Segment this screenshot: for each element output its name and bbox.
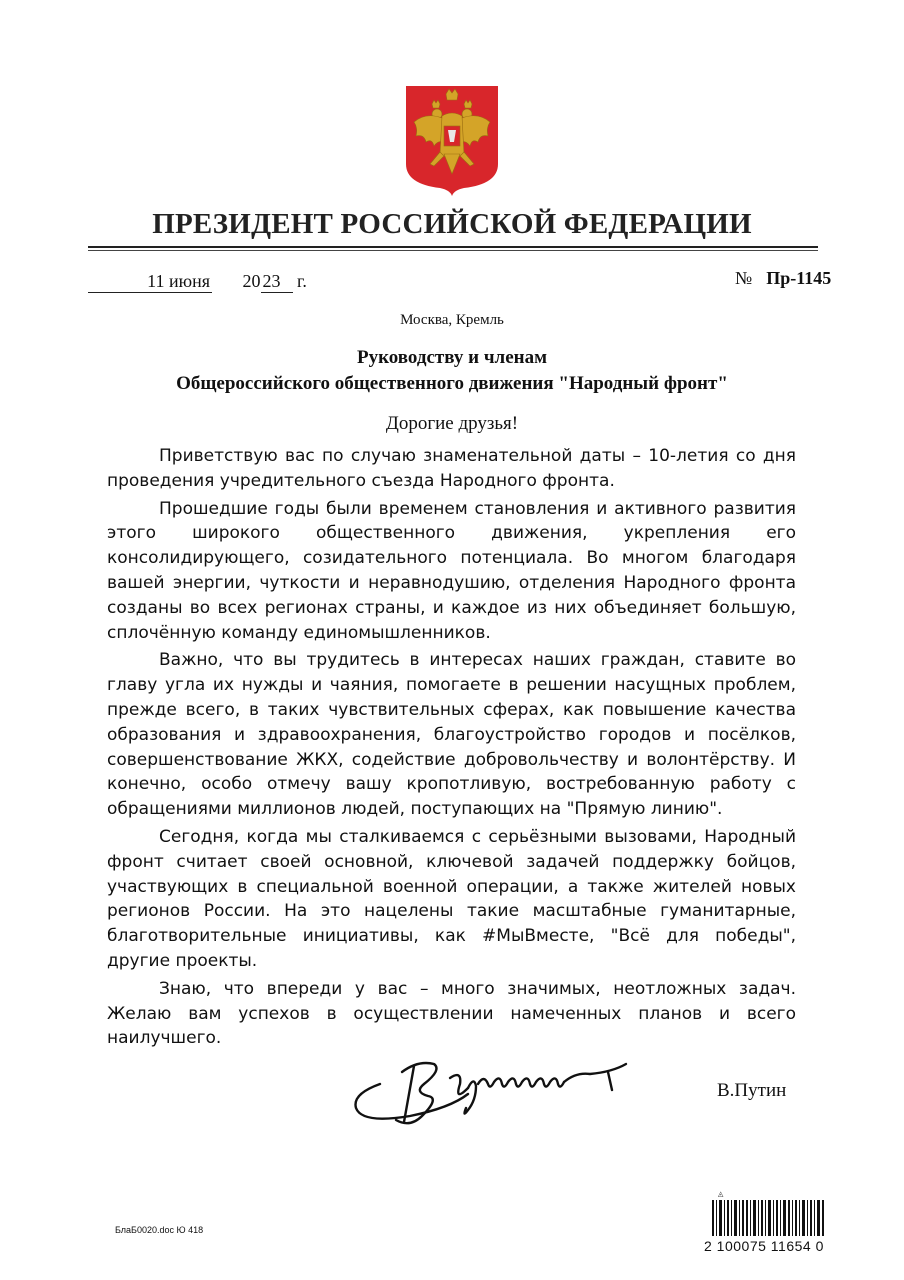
- addressee-line-2: Общероссийского общественного движения "Народный фронт": [176, 373, 728, 394]
- coat-of-arms-emblem: [404, 84, 500, 196]
- handwritten-signature: [350, 1042, 650, 1130]
- barcode-number: 2 100075 11654 0: [704, 1238, 824, 1254]
- barcode-mark-icon: ◬: [718, 1191, 724, 1198]
- year-suffix: 23: [261, 271, 293, 293]
- place-of-issue: Москва, Кремль: [400, 312, 504, 328]
- letter-body: [107, 444, 796, 1054]
- date-day-month: 11 июня: [88, 271, 212, 293]
- number-value: Пр-1145: [766, 268, 832, 288]
- salutation: Дорогие друзья!: [385, 413, 519, 434]
- year-abbrev: г.: [297, 271, 307, 291]
- document-code: БлаБ0020.doc Ю 418: [115, 1225, 204, 1235]
- signer-name: В.Путин: [717, 1080, 787, 1101]
- number-sign: №: [735, 268, 753, 288]
- addressee-line-1: Руководству и членам: [356, 347, 548, 368]
- date-line: [88, 271, 307, 293]
- document-title: ПРЕЗИДЕНТ РОССИЙСКОЙ ФЕДЕРАЦИИ: [152, 208, 752, 240]
- document-number: [735, 268, 831, 289]
- addressee: [0, 345, 904, 397]
- year-prefix: 20: [242, 271, 261, 291]
- title-rule: [88, 246, 818, 248]
- paragraph: Приветствую вас по случаю знаменательной даты – 10-летия со дня проведения учредительного съезда Народного фронта.: [107, 446, 796, 491]
- title-rule-thin: [88, 250, 818, 251]
- barcode: [712, 1200, 824, 1236]
- paragraph: Сегодня, когда мы сталкиваемся с серьёзными вызовами, Народный фронт считает своей основной, ключевой задачей поддержку бойцов, участвующих в специальной военной операции, а также жителей новых регионов России. На это нацелены такие масштабные гуманитарные, благотворительные инициативы, как #МыВместе, "Всё для победы", другие проекты.: [107, 826, 796, 971]
- paragraph: Прошедшие годы были временем становления и активного развития этого широкого общественного движения, укрепления его консолидирующего, созидательного потенциала. Во многом благодаря вашей энергии, чуткости и неравнодушию, отделения Народного фронта созданы во всех регионах страны, и каждое из них объединяет большую, сплочённую команду единомышленников.: [107, 498, 796, 643]
- paragraph: Знаю, что впереди у вас – много значимых, неотложных задач. Желаю вам успехов в осуществлении намеченных планов и всего наилучшего.: [107, 978, 796, 1049]
- paragraph: Важно, что вы трудитесь в интересах наших граждан, ставите во главу угла их нужды и чаяния, помогаете в решении насущных проблем, прежде всего, в таких чувствительных сферах, как повышение качества образования и здравоохранения, благоустройство городов и посёлков, совершенствование ЖКХ, содействие добровольчеству и волонтёрству. И конечно, особо отмечу вашу кропотливую, востребованную работу с обращениями миллионов людей, поступающих на "Прямую линию".: [107, 650, 796, 820]
